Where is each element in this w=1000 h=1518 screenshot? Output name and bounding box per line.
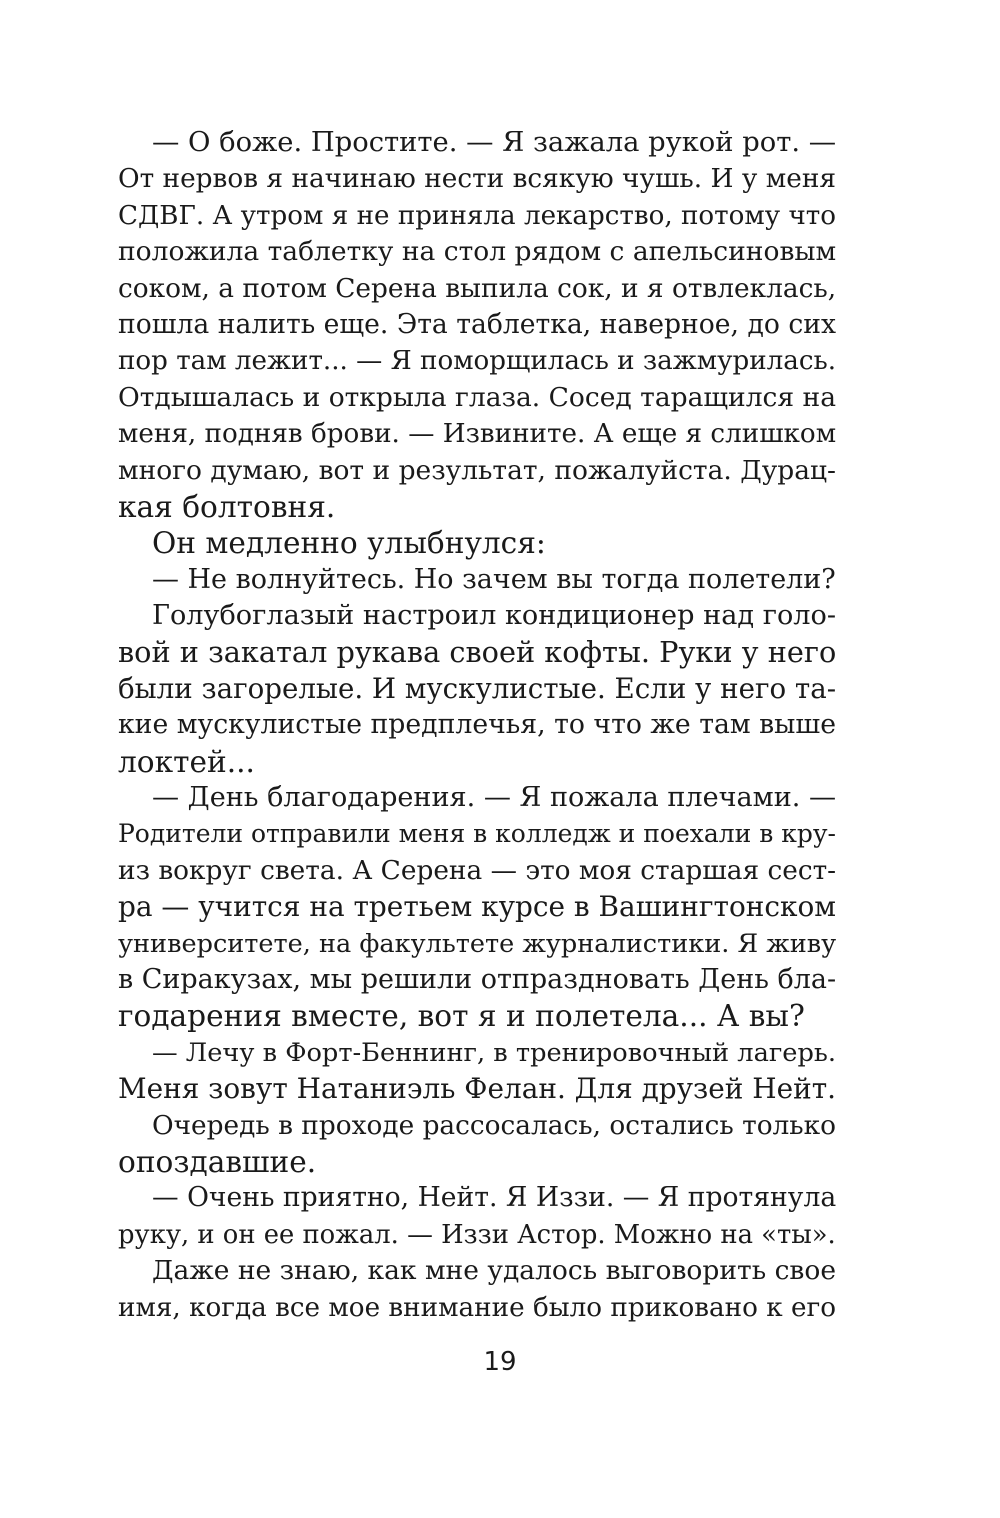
text-line: — Очень приятно, Нейт. Я Иззи. — Я протянула bbox=[152, 1182, 837, 1214]
text-line: — О боже. Простите. — Я зажала рукой рот. — bbox=[152, 127, 837, 158]
text-line: — Не волнуйтесь. Но зачем вы тогда полетели? bbox=[152, 563, 836, 595]
body-text bbox=[118, 125, 836, 1326]
text-line: были загорелые. И мускулистые. Если у него та- bbox=[118, 671, 837, 705]
text-line: Очередь в проходе рассосалась, остались только bbox=[152, 1110, 836, 1141]
text-line: годарения вместе, вот я и полетела... А вы? bbox=[118, 999, 805, 1034]
text-line: локтей... bbox=[118, 744, 255, 779]
text-line: Даже не знаю, как мне удалось выговорить свое bbox=[152, 1255, 837, 1287]
text-line: От нервов я начинаю нести всякую чушь. И у меня bbox=[118, 164, 836, 195]
text-line: — День благодарения. — Я пожала плечами. — bbox=[152, 782, 837, 814]
text-line: СДВГ. А утром я не приняла лекарство, потому что bbox=[118, 200, 836, 231]
text-line: положила таблетку на стол рядом с апельсиновым bbox=[118, 236, 837, 268]
text-line: имя, когда все мое внимание было приковано к его bbox=[118, 1292, 837, 1323]
text-line: кая болтовня. bbox=[118, 489, 336, 524]
text-line: соком, а потом Серена выпила сок, и я отвлеклась, bbox=[118, 273, 837, 304]
text-line: ра — учится на третьем курсе в Вашингтонском bbox=[118, 890, 836, 924]
text-line: — Лечу в Форт-Беннинг, в тренировочный лагерь. bbox=[152, 1037, 836, 1068]
text-line: Отдышалась и открыла глаза. Сосед таращился на bbox=[118, 381, 836, 413]
text-line: в Сиракузах, мы решили отпраздновать День бла- bbox=[118, 963, 837, 995]
text-line: Родители отправили меня в колледж и поехали в кру- bbox=[118, 819, 836, 849]
text-line: много думаю, вот и результат, пожалуйста. Дурац- bbox=[118, 454, 836, 486]
text-line: пошла налить еще. Эта таблетка, наверное, до сих bbox=[118, 308, 836, 340]
text-line: вой и закатал рукава своей кофты. Руки у него bbox=[118, 635, 837, 670]
text-line: меня, подняв брови. — Извините. А еще я слишком bbox=[118, 419, 837, 450]
text-line: из вокруг света. А Серена — это моя старшая сест- bbox=[118, 855, 837, 886]
page-number: 19 bbox=[483, 1347, 517, 1377]
text-line: Меня зовут Натаниэль Фелан. Для друзей Нейт. bbox=[118, 1072, 836, 1106]
text-line: пор там лежит... — Я поморщилась и зажмурилась. bbox=[118, 346, 836, 377]
text-line: Голубоглазый настроил кондиционер над голо- bbox=[152, 600, 836, 632]
text-line: кие мускулистые предплечья, то что же там выше bbox=[118, 709, 836, 741]
text-line: опоздавшие. bbox=[118, 1144, 317, 1179]
text-line: Он медленно улыбнулся: bbox=[152, 526, 546, 561]
text-line: руку, и он ее пожал. — Иззи Астор. Можно на «ты». bbox=[118, 1219, 836, 1250]
text-line: университете, на факультете журналистики. Я живу bbox=[118, 928, 837, 959]
